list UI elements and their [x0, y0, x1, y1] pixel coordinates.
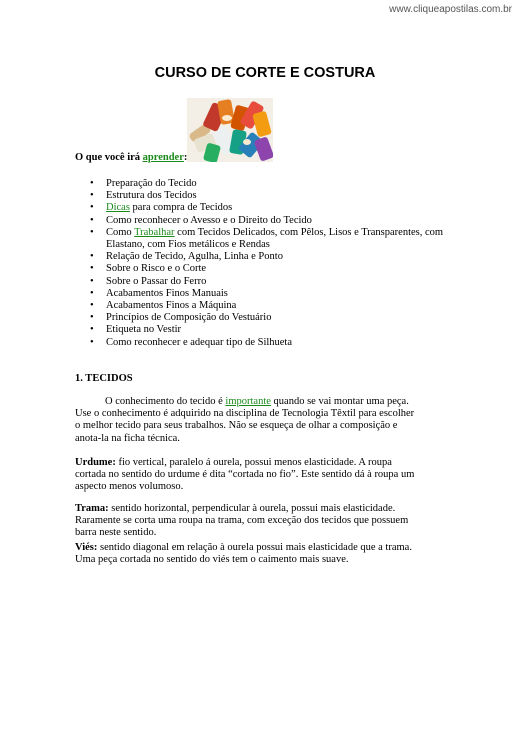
topic-text: Acabamentos Finos Manuais	[106, 287, 228, 299]
topic-text: para compra de Tecidos	[129, 202, 233, 214]
vies-label: Viés:	[75, 542, 98, 553]
vies-text: sentido diagonal em relação à ourela possui mais elasticidade que a trama. Uma peça cortada no sentido do viés tem o caimento mais suave.	[75, 542, 412, 566]
list-item	[106, 276, 476, 288]
topic-text: Princípios de Composição do Vestuário	[106, 312, 272, 324]
topic-link-dicas[interactable]: Dicas	[106, 202, 130, 214]
list-item	[106, 288, 476, 300]
trama-paragraph	[75, 503, 420, 540]
intro-text: O conhecimento do tecido é	[105, 396, 226, 407]
list-item	[106, 178, 476, 190]
topics-list	[75, 178, 476, 349]
intro-paragraph	[75, 396, 420, 445]
list-item	[106, 215, 476, 227]
trama-label: Trama:	[75, 503, 109, 514]
learn-suffix: :	[183, 152, 188, 163]
list-item	[106, 190, 476, 202]
urdume-label: Urdume:	[75, 457, 116, 468]
site-watermark: www.cliqueapostilas.com.br	[389, 4, 512, 15]
learn-heading	[75, 152, 187, 163]
urdume-text: fio vertical, paralelo á ourela, possui menos elasticidade. A roupa cortada no sentido do urdume é dita “cortada no fio”. Este sentido dá à roupa um aspecto menos volumoso.	[75, 457, 415, 493]
list-item	[106, 251, 476, 263]
list-item	[106, 324, 476, 336]
topic-text: Relação de Tecido, Agulha, Linha e Ponto	[106, 251, 283, 263]
importante-link[interactable]: importante	[225, 396, 271, 407]
vies-paragraph	[75, 542, 420, 566]
list-item	[106, 227, 476, 251]
topic-link-trabalhar[interactable]: Trabalhar	[134, 226, 175, 238]
section-heading-tecidos: 1. TECIDOS	[75, 373, 133, 384]
learn-link[interactable]: aprender	[142, 152, 184, 163]
intro-text: quando se vai montar uma peça. Use o conhecimento é adquirido na disciplina de Tecnologia Têxtil para escolher o melhor tecido para seus trabalhos. Não se esqueça de olhar a composição e anota-la na ficha técnica.	[75, 396, 415, 444]
list-item	[106, 312, 476, 324]
topic-text: Como reconhecer e adequar tipo de Silhueta	[106, 336, 293, 348]
topic-text: Acabamentos Finos a Máquina	[106, 300, 237, 312]
list-item	[106, 300, 476, 312]
topic-text: Etiqueta no Vestir	[106, 324, 182, 336]
list-item	[106, 337, 476, 349]
thread-spools-image	[187, 98, 273, 162]
topic-text: com Tecidos Delicados, com Pêlos, Lisos e Transparentes, com Elastano, com Fios metálicos e Rendas	[106, 226, 444, 251]
topic-text: Estrutura dos Tecidos	[106, 190, 197, 202]
topic-text: Sobre o Passar do Ferro	[106, 275, 207, 287]
trama-text: sentido horizontal, perpendicular à ourela, possui mais elasticidade. Raramente se corta uma roupa na trama, com exceção dos tecidos que possuem barra neste sentido.	[75, 503, 409, 539]
urdume-paragraph	[75, 457, 420, 494]
topic-text: Como	[106, 226, 135, 238]
topic-text: Como reconhecer o Avesso e o Direito do Tecido	[106, 214, 312, 226]
page-title: CURSO DE CORTE E COSTURA	[154, 65, 376, 81]
learn-prefix: O que você irá	[75, 152, 143, 163]
list-item	[106, 202, 476, 214]
thread-spools-icon	[187, 98, 273, 162]
list-item	[106, 263, 476, 275]
topic-text: Sobre o Risco e o Corte	[106, 263, 207, 275]
topic-text: Preparação do Tecido	[106, 178, 197, 189]
